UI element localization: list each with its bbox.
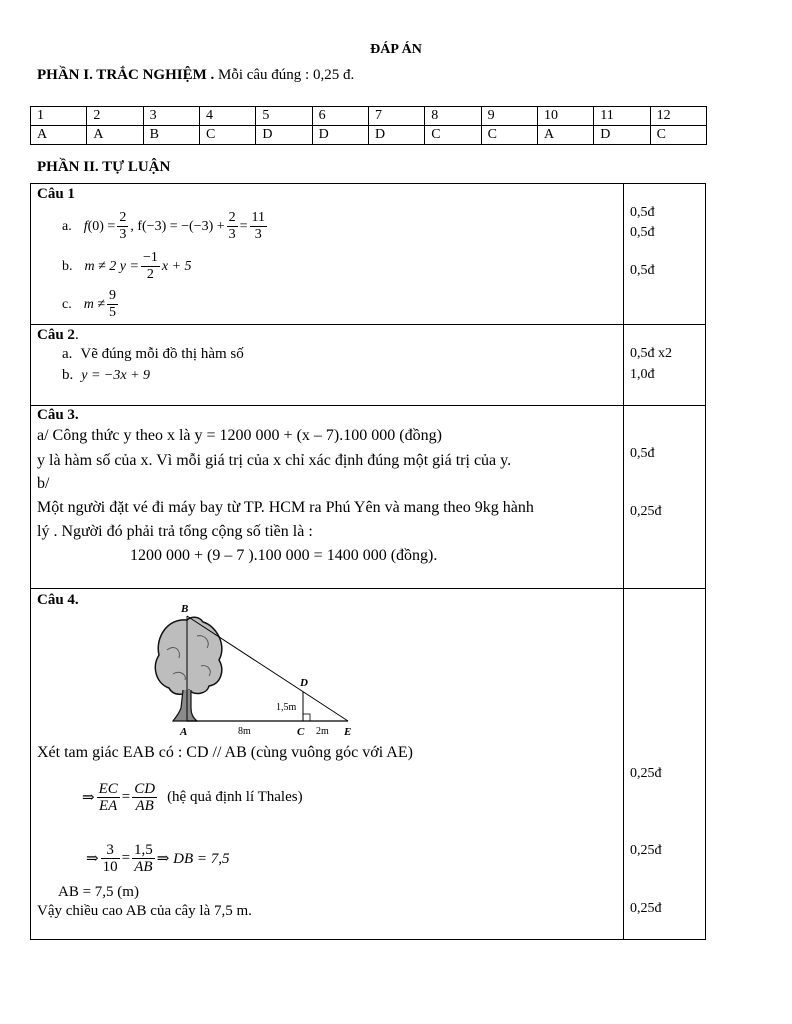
q3-line: 1200 000 + (9 – 7 ).100 000 = 1400 000 (đồng). — [130, 547, 438, 564]
q3-line: lý . Người đó phải trả tổng cộng số tiền là : — [37, 523, 313, 540]
question-number: 6 — [312, 107, 368, 126]
answer-cell: A — [537, 126, 593, 145]
q2-label: Câu 2 — [37, 327, 75, 343]
q2-answer-a — [62, 346, 244, 363]
tree-canopy — [155, 617, 221, 694]
implies-symbol: ⇒ — [86, 851, 99, 867]
implies-symbol: ⇒ — [82, 790, 95, 806]
q4-conclusion: Vậy chiều cao AB của cây là 7,5 m. — [37, 903, 252, 919]
answer-cell: C — [199, 126, 255, 145]
fraction — [97, 781, 120, 814]
denominator: 3 — [119, 227, 127, 242]
question-number: 1 — [31, 107, 87, 126]
equals-symbol: = — [121, 850, 131, 866]
answer-table — [30, 106, 707, 145]
numerator: CD — [134, 781, 156, 797]
q1-label: Câu 1 — [37, 186, 75, 202]
answer-cell: D — [312, 126, 368, 145]
q4-eq2-tail: ⇒ DB = 7,5 — [156, 851, 230, 867]
question-number: 8 — [425, 107, 481, 126]
question-number-row — [31, 107, 707, 126]
page-title: ĐÁP ÁN — [370, 42, 422, 57]
equals-symbol: = — [121, 789, 131, 805]
q1-a-arg: (0) = — [87, 218, 116, 234]
q1-score-a: 0,5đ — [630, 205, 655, 220]
score-column-divider — [623, 183, 624, 940]
denominator: 3 — [254, 227, 262, 242]
numerator: EC — [98, 781, 118, 797]
q1-b-prefix: b. — [62, 258, 73, 274]
fraction — [132, 842, 155, 875]
denominator: AB — [135, 798, 154, 814]
question-number: 11 — [594, 107, 650, 126]
question-number: 12 — [650, 107, 706, 126]
q1-b-expr: m ≠ 2 y = — [84, 258, 139, 274]
question-number: 4 — [199, 107, 255, 126]
right-angle-mark — [303, 714, 310, 721]
q1-a-prefix: a. — [62, 218, 72, 234]
row-divider — [30, 588, 706, 589]
fraction — [227, 210, 238, 243]
question-number: 10 — [537, 107, 593, 126]
numerator: 3 — [101, 842, 120, 859]
q1-a-mid: , f(−3) = −(−3) + — [130, 218, 225, 234]
q2-b-prefix: b. — [62, 367, 74, 383]
q4-eq2 — [86, 842, 229, 875]
question-number: 3 — [143, 107, 199, 126]
q1-answer-b — [62, 250, 192, 283]
label-e: E — [344, 726, 352, 738]
q4-line-ab: AB = 7,5 (m) — [58, 884, 139, 900]
q1-a-f: f — [83, 218, 88, 234]
q1-answer-a — [62, 210, 269, 243]
denominator: AB — [134, 859, 153, 875]
q1-answer-c — [62, 288, 120, 321]
fraction — [250, 210, 267, 243]
q2-label-wrap — [37, 327, 79, 344]
q4-eq1 — [82, 781, 303, 814]
part1-note: Mỗi câu đúng : 0,25 đ. — [214, 67, 355, 83]
answer-cell: A — [31, 126, 87, 145]
q3-label: Câu 3. — [37, 407, 79, 423]
part1-heading: PHẦN I. TRẮC NGHIỆM . — [37, 67, 215, 83]
numerator: 2 — [119, 210, 127, 225]
fraction — [117, 210, 128, 243]
q1-a-eq: = — [239, 218, 248, 234]
q3-line: b/ — [37, 475, 50, 492]
q2-a-prefix: a. — [62, 346, 73, 362]
answer-cell: C — [481, 126, 537, 145]
fraction — [101, 842, 120, 875]
numerator: 11 — [251, 210, 266, 225]
answer-cell: B — [143, 126, 199, 145]
q3-line: a/ Công thức y theo x là y = 1200 000 + (x – 7).100 000 (đồng) — [37, 427, 442, 444]
q2-label-dot: . — [74, 327, 79, 343]
q1-score-b: 0,5đ — [630, 263, 655, 278]
row-divider — [30, 324, 706, 325]
numerator: 1,5 — [134, 842, 153, 858]
tree-triangle-figure — [145, 600, 370, 740]
denominator: 5 — [109, 305, 117, 320]
answer-cell: D — [256, 126, 312, 145]
numerator: −1 — [142, 250, 158, 265]
q2-score-a: 0,5đ x2 — [630, 346, 672, 361]
q2-a-text: Vẽ đúng mỗi đồ thị hàm số — [80, 346, 244, 362]
label-ce-length: 2m — [316, 726, 329, 737]
part1-header — [37, 67, 354, 84]
q4-eq1-note: (hệ quả định lí Thales) — [167, 789, 303, 805]
label-b: B — [181, 603, 189, 615]
fraction — [107, 288, 118, 321]
answer-cell: A — [87, 126, 143, 145]
q2-b-text: y = −3x + 9 — [81, 368, 151, 383]
numerator: 9 — [109, 288, 117, 303]
q3-score-a: 0,5đ — [630, 446, 655, 461]
answer-cell: D — [594, 126, 650, 145]
fraction — [141, 250, 160, 283]
question-number: 2 — [87, 107, 143, 126]
row-divider — [30, 405, 706, 406]
label-a: A — [180, 726, 188, 738]
answer-cell: D — [368, 126, 424, 145]
q3-line: y là hàm số của x. Vì mỗi giá trị của x chỉ xác định đúng một giá trị của y. — [37, 452, 512, 469]
label-ac-length: 8m — [238, 726, 251, 737]
question-number: 9 — [481, 107, 537, 126]
denominator: EA — [99, 798, 118, 814]
question-number: 5 — [256, 107, 312, 126]
label-d: D — [300, 677, 308, 689]
label-cd-length: 1,5m — [276, 702, 297, 713]
denominator: 3 — [228, 227, 236, 242]
q4-score-1: 0,25đ — [630, 766, 662, 781]
q4-line: Xét tam giác EAB có : CD // AB (cùng vuông góc với AE) — [37, 744, 413, 761]
denominator: 10 — [102, 859, 118, 875]
question-number: 7 — [368, 107, 424, 126]
q3-score-b: 0,25đ — [630, 504, 662, 519]
fraction — [132, 781, 157, 814]
part2-heading: PHẦN II. TỰ LUẬN — [37, 159, 171, 175]
answer-row — [31, 126, 707, 145]
q4-score-2: 0,25đ — [630, 843, 662, 858]
q1-score-a2: 0,5đ — [630, 225, 655, 240]
label-c: C — [297, 726, 305, 738]
q3-line: Một người đặt vé đi máy bay từ TP. HCM ra Phú Yên và mang theo 9kg hành — [37, 499, 534, 516]
q2-answer-b — [62, 367, 150, 384]
answer-cell: C — [650, 126, 706, 145]
answer-cell: C — [425, 126, 481, 145]
q2-score-b: 1,0đ — [630, 367, 655, 382]
denominator: 2 — [146, 267, 154, 282]
q4-score-3: 0,25đ — [630, 901, 662, 916]
q1-b-tail: x + 5 — [161, 258, 192, 274]
q1-c-expr: m ≠ — [83, 296, 106, 312]
q1-c-prefix: c. — [62, 296, 72, 312]
q4-label: Câu 4. — [37, 592, 79, 608]
numerator: 2 — [228, 210, 236, 225]
